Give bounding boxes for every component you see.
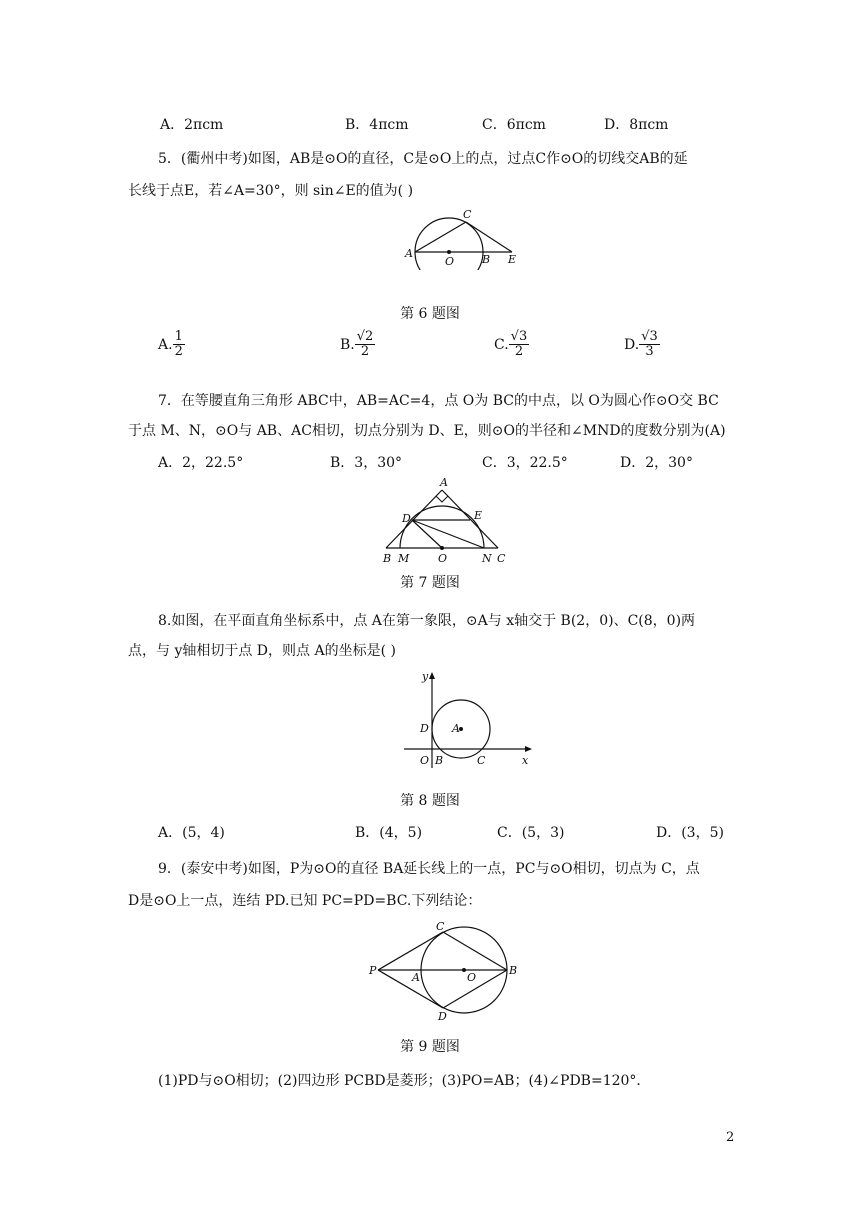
q9-label-p: P bbox=[369, 964, 377, 977]
q7-option-c: C．3，22.5° bbox=[482, 455, 568, 471]
q9-line-cb bbox=[443, 932, 507, 970]
page-number: 2 bbox=[726, 1130, 735, 1145]
q5-option-c bbox=[494, 330, 529, 360]
q7-label-c: C bbox=[497, 552, 506, 565]
q5-option-b-prefix: B. bbox=[340, 336, 355, 353]
q9-label-o: O bbox=[467, 971, 477, 984]
q7-label-m: M bbox=[398, 552, 410, 565]
q9-center-dot bbox=[462, 968, 466, 972]
q5-center-dot bbox=[447, 250, 451, 254]
q5-option-a-prefix: A. bbox=[158, 336, 173, 353]
q5-option-a bbox=[158, 330, 185, 360]
q5-option-a-den: 2 bbox=[174, 344, 183, 360]
q8-option-a: A．(5，4) bbox=[158, 825, 225, 841]
q7-side-ab bbox=[386, 490, 442, 548]
q7-text-line2: 于点 M、N，⊙O与 AB、AC相切，切点分别为 D、E，则⊙O的半径和∠MND的度数分别为(A) bbox=[128, 423, 726, 439]
q8-label-d: D bbox=[420, 722, 429, 735]
q7-option-a: A．2，22.5° bbox=[158, 455, 244, 471]
q9-label-c: C bbox=[436, 920, 445, 933]
q5-option-b-den: 2 bbox=[360, 344, 370, 360]
q5-figure bbox=[400, 205, 530, 270]
q7-text-line1: 7．在等腰直角三角形 ABC中，AB=AC=4，点 O为 BC的中点，以 O为圆心作⊙O交 BC bbox=[158, 393, 719, 409]
q5-label-o: O bbox=[445, 255, 455, 268]
q5-option-d-num: √3 bbox=[641, 329, 658, 344]
q9-text-line2: D是⊙O上一点，连结 PD.已知 PC=PD=BC.下列结论： bbox=[128, 893, 482, 909]
q5-option-c-prefix: C. bbox=[494, 336, 509, 353]
q9-figure bbox=[366, 918, 526, 1024]
q7-label-a: A bbox=[440, 476, 448, 489]
q9-label-b: B bbox=[509, 964, 518, 977]
q8-option-d: D．(3，5) bbox=[656, 825, 724, 841]
q7-semicircle bbox=[400, 506, 484, 548]
q8-text-line2: 点，与 y轴相切于点 D，则点 A的坐标是( ) bbox=[128, 643, 396, 659]
q7-line-dn bbox=[412, 520, 484, 548]
q8-option-c: C．(5，3) bbox=[497, 825, 565, 841]
q8-figure bbox=[400, 668, 540, 772]
q5-text-line1: 5．(衢州中考)如图，AB是⊙O的直径，C是⊙O上的点，过点C作⊙O的切线交AB的延 bbox=[158, 151, 688, 167]
q9-label-d: D bbox=[438, 1010, 447, 1023]
q5-label-c: C bbox=[463, 208, 472, 221]
q7-label-b: B bbox=[383, 552, 392, 565]
q8-text-line1: 8.如图，在平面直角坐标系中，点 A在第一象限，⊙A与 x轴交于 B(2，0)、C(8，0)两 bbox=[158, 613, 696, 629]
q5-option-a-num: 1 bbox=[174, 329, 183, 344]
q8-label-a: A bbox=[452, 722, 460, 735]
q7-figure bbox=[378, 476, 518, 568]
q5-text-line2: 长线于点E，若∠A=30°，则 sin∠E的值为( ) bbox=[128, 183, 414, 199]
q5-option-c-num: √3 bbox=[510, 329, 528, 344]
q7-label-o: O bbox=[438, 552, 448, 565]
q4-option-d: D．8πcm bbox=[604, 117, 669, 133]
q4-option-c: C．6πcm bbox=[482, 117, 546, 133]
q5-line-ce bbox=[466, 222, 512, 252]
q8-option-b: B．(4，5) bbox=[355, 825, 423, 841]
q8-label-c: C bbox=[477, 754, 486, 767]
q7-center-dot bbox=[440, 546, 444, 550]
q7-label-e: E bbox=[474, 509, 483, 522]
q8-y-arrow bbox=[429, 672, 435, 679]
q7-label-d: D bbox=[402, 512, 411, 525]
q7-option-d: D．2，30° bbox=[620, 455, 693, 471]
q7-option-b: B．3，30° bbox=[330, 455, 403, 471]
q8-x-arrow bbox=[525, 746, 532, 752]
q8-label-o: O bbox=[420, 754, 430, 767]
q5-label-e: E bbox=[508, 253, 517, 266]
q8-label-b: B bbox=[435, 754, 444, 767]
q9-figure-caption: 第 9 题图 bbox=[400, 1039, 460, 1055]
q8-figure-caption: 第 8 题图 bbox=[400, 793, 460, 809]
q4-option-a: A．2πcm bbox=[160, 117, 224, 133]
q9-line-pd bbox=[378, 970, 443, 1008]
q7-line-do bbox=[412, 520, 442, 548]
q5-option-d-den: 3 bbox=[645, 344, 654, 360]
q7-right-angle-mark bbox=[436, 496, 448, 502]
q9-conclusions: (1)PD与⊙O相切；(2)四边形 PCBD是菱形；(3)PO=AB；(4)∠PDB=120°． bbox=[158, 1073, 651, 1089]
q5-line-ac bbox=[415, 222, 466, 252]
q5-figure-caption: 第 6 题图 bbox=[400, 306, 460, 322]
q8-label-y: y bbox=[422, 670, 429, 683]
q5-option-c-den: 2 bbox=[514, 344, 524, 360]
q4-option-b: B．4πcm bbox=[345, 117, 409, 133]
q7-side-ac bbox=[442, 490, 498, 548]
q9-text-line1: 9．(泰安中考)如图，P为⊙O的直径 BA延长线上的一点，PC与⊙O相切，切点为 C，点 bbox=[158, 861, 700, 877]
q8-label-x: x bbox=[522, 754, 529, 767]
q9-label-a: A bbox=[412, 971, 420, 984]
q7-label-n: N bbox=[482, 552, 492, 565]
q5-option-b-num: √2 bbox=[356, 329, 374, 344]
q5-option-b bbox=[340, 330, 375, 360]
q5-label-b: B bbox=[482, 253, 491, 266]
q5-label-a: A bbox=[405, 247, 413, 260]
q9-line-pc bbox=[378, 932, 443, 970]
q5-option-d-prefix: D. bbox=[624, 336, 640, 353]
q5-option-d bbox=[624, 330, 660, 360]
q7-figure-caption: 第 7 题图 bbox=[400, 575, 460, 591]
